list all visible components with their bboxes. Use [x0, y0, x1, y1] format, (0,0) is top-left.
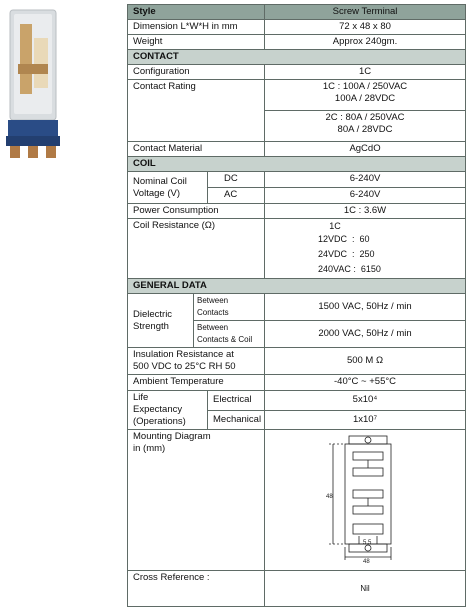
coil-resistance-head: 1C [329, 221, 341, 231]
ac-value: 6-240V [265, 188, 466, 204]
rating-1c-dc: 100A / 28VDC [334, 93, 396, 104]
diagram-width-label: 48 [363, 559, 370, 564]
insulation-value: 500 M Ω [265, 348, 466, 375]
dimension-label: Dimension L*W*H in mm [128, 20, 265, 35]
between-contacts-coil-value: 2000 VAC, 50Hz / min [265, 321, 466, 348]
dielectric-label [128, 294, 194, 348]
contact-material-label: Contact Material [128, 142, 265, 157]
general-data-section: GENERAL DATA [128, 279, 466, 294]
style-label: Style [128, 5, 265, 20]
rating-2c-dc: 80A / 28VDC [337, 124, 393, 135]
between-contacts-line1: Between [197, 296, 229, 305]
mounting-diagram-cell [265, 430, 466, 571]
between-coil-line2: Contacts & Coil [197, 335, 253, 344]
life-label-line3: (Operations) [133, 416, 186, 427]
mounting-label-line1: Mounting Diagram [133, 431, 211, 442]
contact-rating-1c [265, 80, 466, 111]
spec-table [127, 4, 466, 607]
between-contacts-coil-label [194, 321, 265, 348]
diagram-height-label: 48 [326, 494, 333, 500]
power-consumption-value: 1C : 3.6W [265, 204, 466, 219]
contact-rating-2c [265, 111, 466, 142]
ac-label: AC [208, 188, 265, 204]
coil-resistance-label: Coil Resistance (Ω) [128, 219, 265, 279]
coil-resistance-row: 240VAC : 6150 [318, 264, 381, 274]
nominal-coil-label [128, 172, 208, 204]
rating-1c-ac: 1C : 100A / 250VAC [322, 81, 408, 92]
mounting-diagram [267, 432, 463, 564]
coil-resistance-value [265, 219, 466, 279]
insulation-label-line2: 500 VDC to 25°C RH 50 [133, 361, 236, 372]
insulation-label [128, 348, 265, 375]
dimension-value: 72 x 48 x 80 [265, 20, 466, 35]
ambient-temp-value: -40°C ~ +55°C [265, 375, 466, 391]
life-label-line2: Expectancy [133, 404, 183, 415]
weight-value: Approx 240gm. [265, 35, 466, 50]
dc-value: 6-240V [265, 172, 466, 188]
style-value: Screw Terminal [265, 5, 466, 20]
rating-2c-ac: 2C : 80A / 250VAC [325, 112, 405, 123]
between-contacts-label [194, 294, 265, 321]
dielectric-label-line1: Dielectric [133, 308, 173, 320]
mounting-label-line2: in (mm) [133, 443, 166, 454]
mechanical-label: Mechanical [208, 410, 265, 430]
electrical-value: 5x10⁴ [265, 391, 466, 411]
cross-reference-label: Cross Reference : [128, 571, 265, 607]
insulation-label-line1: Insulation Resistance at [133, 349, 234, 360]
coil-resistance-row: 24VDC : 250 [318, 249, 375, 259]
coil-resistance-row: 12VDC : 60 [318, 234, 370, 244]
coil-section: COIL [128, 157, 466, 172]
between-coil-line1: Between [197, 323, 229, 332]
between-contacts-value: 1500 VAC, 50Hz / min [265, 294, 466, 321]
between-contacts-line2: Contacts [197, 308, 229, 317]
contact-section: CONTACT [128, 50, 466, 65]
contact-material-value: AgCdO [265, 142, 466, 157]
life-label-line1: Life [133, 392, 149, 403]
relay-photo [4, 4, 62, 164]
diagram-gap-label: 5.5 [363, 540, 372, 546]
cross-reference-value: Nil [265, 571, 466, 607]
contact-rating-label: Contact Rating [128, 80, 265, 142]
power-consumption-label: Power Consumption [128, 204, 265, 219]
weight-label: Weight [128, 35, 265, 50]
nominal-coil-label-line1: Nominal Coil [133, 175, 187, 187]
mounting-diagram-label [128, 430, 265, 571]
nominal-coil-label-line2: Voltage (V) [133, 187, 180, 199]
ambient-temp-label: Ambient Temperature [128, 375, 265, 391]
life-expectancy-label [128, 391, 208, 430]
electrical-label: Electrical [208, 391, 265, 411]
dielectric-label-line2: Strength [133, 320, 169, 332]
dc-label: DC [208, 172, 265, 188]
configuration-value: 1C [265, 65, 466, 80]
mechanical-value: 1x10⁷ [265, 410, 466, 430]
configuration-label: Configuration [128, 65, 265, 80]
